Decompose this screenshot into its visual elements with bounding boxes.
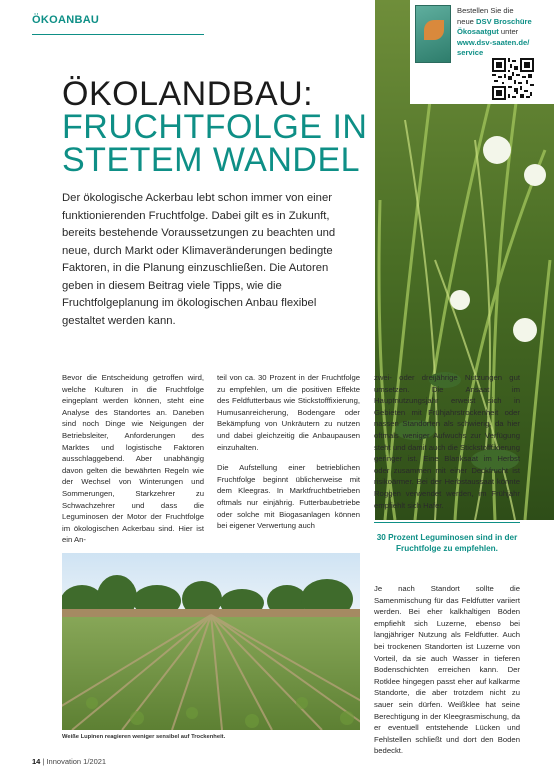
section-label: ÖKOANBAU [32,14,100,26]
body-column-1: Bevor die Entscheidung getroffen wird, welche Kulturen in die Fruchtfolge eingeplant werden können, steht eine Analyse des Standortes an. Daneben sind noch Dinge wie Neigungen der Betriebsleiter, Anforderungen des Marktes und logistische Faktoren ausschlaggebend. Aber unabhängig davon gelten die bewährten Regeln wie der Wechsel von Winterungen und Sommerungen, Starkzehrer zu Schwachzehrer und dass die Leguminosen der Motor der Fruchtfolge im ökologischen Ackerbau sind. Hier ist ein An- [62,373,204,545]
pull-quote: 30 Prozent Leguminosen sind in der Fruchtfolge zu empfehlen. [376,533,518,553]
promo-text: Bestellen Sie die neue DSV Broschüre Ökosaatgut unter www.dsv-saaten.de/ service [457,6,532,58]
page-number: 14 [32,757,41,766]
page-footer: 14 | Innovation 1/2021 [32,757,107,766]
body-column-4: Je nach Standort sollte die Samenmischung für das Feldfutter variiert werden. Bei eher kalkhaltigen Böden empfiehlt sich Luzerne, ebenso bei langjähriger Nutzung als Feldfutter. Auch bei trockenen Standorten ist Luzerne von Vorteil, da sie auch Wasser in tieferen Bodenschichten erreichen kann. Der Rotklee hingegen passt eher auf kalkarme Standorte, die aber trotzdem nicht zu sauer sein dürfen. Weißklee hat seine Berechtigung in der Kleegrasmischung, da er eventuell entstehende Lücken und Fehlstellen schließt und dort den Boden bedeckt. [374,584,520,756]
photo-caption: Weiße Lupinen reagieren weniger sensibel auf Trockenheit. [62,734,226,740]
body-column-3: zwei- oder dreijährige Nutzungen gut umsetzen. Die Ansaat im Hauptnutzungsjahr erweist sich in Gebieten mit Frühjahrstrockenheit oder nassen Standorten als schwierig, da hier oftmals weniger Aufwuchs zur Verfügung steht und damit auch die Stickstofffixierung geringer ist. Eine Blanksaat im Herbst oder zusammen mit einer Deckfrucht ist risikoärmer. Bei der Herbstaussaat könnte Roggen verwendet werden, im Frühjahr empfiehlt sich Hafer. [374,373,520,510]
article-intro: Der ökologische Ackerbau lebt schon immer von einer funktionierenden Fruchtfolge. Dabei gilt es in Zukunft, bereits bestehende Voraussetzungen zu beachten und neue, durch Markt oder Klimaveränderungen bedingte Faktoren, in die Planung einzuschließen. Die Autoren geben in diesem Beitrag viele Tipps, wie die Fruchtfolgeplanung im ökologischen Anbau flexibel gestaltet werden kann. [62,192,336,327]
brochure-cover-thumbnail [415,5,451,63]
qr-code[interactable] [492,58,534,100]
article-headline: ÖKOLANDBAU: FRUCHTFOLGE IN STETEM WANDEL [62,75,368,179]
promo-link[interactable]: www.dsv-saaten.de/ [457,37,530,47]
section-divider [32,34,204,35]
lupine-field-photo [62,553,360,730]
issue-label: Innovation 1/2021 [46,757,107,766]
callout-divider [374,522,520,523]
brochure-promo [410,0,554,104]
body-column-2: teil von ca. 30 Prozent in der Fruchtfolge zu empfehlen, um die positiven Effekte des Feldfutterbaus wie Stickstofffixierung, Humusanreicherung, Bodengare oder Bekämpfung von Unkräutern zu nutzen und dabei gleichzeitig die Anbaupausen einzuhalten. Die Aufstellung einer betrieblichen Fruchtfolge beginnt üblicherweise mit dem Kleegras. In Marktfruchtbetrieben oftmals nur einjährig. Futterbaubetriebe oder solche mit Biogasanlagen können bei eigener Verwertung auch [217,373,360,531]
